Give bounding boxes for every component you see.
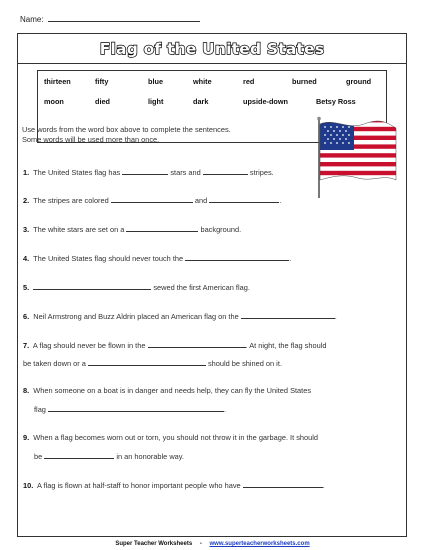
question-10 [23, 480, 325, 491]
answer-blank[interactable] [44, 451, 114, 459]
word-bank-item: dark [193, 97, 209, 106]
question-text: flag [34, 405, 48, 414]
question-text: be [34, 452, 45, 461]
question-number: 8. [23, 386, 30, 395]
question-text: A flag should never be flown in the [32, 341, 148, 350]
question-text: . [279, 196, 282, 205]
question-text: . [223, 405, 227, 414]
word-bank-item: burned [292, 77, 317, 86]
question-text: be taken down or a [23, 359, 88, 368]
question-number: 5. [23, 283, 30, 292]
question-1 [23, 167, 274, 178]
flag-cloth [320, 116, 398, 186]
flag-pole-finial [317, 117, 321, 121]
question-text: The white stars are set on a [33, 225, 127, 234]
question-text: The stripes are colored [33, 196, 111, 205]
question-7 [23, 340, 326, 351]
question-text: The United States flag has [33, 168, 123, 177]
word-bank-item: blue [148, 77, 163, 86]
word-bank-item: red [243, 77, 255, 86]
word-bank-item: white [193, 77, 212, 86]
question-number: 6. [23, 312, 30, 321]
answer-blank[interactable] [88, 358, 206, 366]
worksheet-frame [17, 33, 407, 537]
word-bank-item: thirteen [44, 77, 71, 86]
word-bank-item: light [148, 97, 164, 106]
answer-blank[interactable] [122, 167, 168, 175]
word-bank-item: fifty [95, 77, 109, 86]
word-bank-item: upside-down [243, 97, 288, 106]
footer [0, 541, 425, 547]
word-bank-item: died [95, 97, 110, 106]
answer-blank[interactable] [203, 167, 248, 175]
question-4 [23, 253, 291, 264]
question-3 [23, 224, 241, 235]
answer-blank[interactable] [243, 480, 323, 488]
word-bank-item: moon [44, 97, 64, 106]
word-bank-item: ground [346, 77, 372, 86]
answer-blank[interactable] [148, 340, 246, 348]
title-divider [18, 63, 406, 64]
question-5 [23, 282, 250, 293]
question-number: 7. [23, 341, 30, 350]
question-7-continued [23, 358, 282, 369]
question-number: 4. [23, 254, 30, 263]
question-8-continued [34, 404, 226, 415]
question-text: stripes. [247, 168, 274, 177]
answer-blank[interactable] [33, 282, 151, 290]
question-text: and [192, 196, 210, 205]
question-text: When someone on a boat is in danger and needs help, they can fly the United States [33, 386, 312, 395]
footer-separator: - [199, 541, 202, 547]
question-number: 10. [23, 481, 34, 490]
question-text: background. [198, 225, 242, 234]
question-number: 9. [23, 433, 30, 442]
question-9 [23, 433, 318, 443]
question-text: . At night, the flag should [245, 341, 327, 350]
name-label: Name: [20, 15, 44, 24]
answer-blank[interactable] [185, 253, 292, 263]
instructions [22, 125, 231, 145]
question-text: . [322, 481, 325, 490]
question-6 [23, 311, 337, 322]
answer-blank[interactable] [111, 195, 193, 203]
question-8 [23, 386, 311, 396]
question-2 [23, 195, 281, 206]
footer-link[interactable]: www.superteacherworksheets.com [209, 541, 310, 547]
answer-blank[interactable] [209, 195, 282, 205]
question-text: sewed the first American flag. [151, 283, 250, 292]
instructions-line: Use words from the word box above to complete the sentences. [22, 125, 231, 134]
question-9-continued [34, 451, 184, 462]
question-text: . [289, 254, 292, 263]
footer-brand: Super Teacher Worksheets [115, 541, 193, 547]
question-text: A flag is flown at half-staff to honor important people who have [36, 481, 243, 490]
question-text: The United States flag should never touch the [33, 254, 186, 263]
question-text: in an honorable way. [114, 452, 184, 461]
american-flag-illustration [314, 116, 398, 198]
question-number: 1. [23, 168, 30, 177]
answer-blank[interactable] [48, 404, 227, 414]
question-text: When a flag becomes worn out or torn, you should not throw it in the garbage. It should [33, 433, 318, 442]
name-row [20, 14, 200, 24]
worksheet-title: Flag of the United States [99, 40, 325, 58]
question-text: stars and [168, 168, 203, 177]
question-text: Neil Armstrong and Buzz Aldrin placed an American flag on the [33, 312, 241, 321]
question-number: 3. [23, 225, 30, 234]
question-text: . [334, 312, 337, 321]
question-text: should be shined on it. [205, 359, 282, 368]
instructions-line: Some words will be used more than once. [22, 135, 160, 144]
answer-blank[interactable] [126, 224, 198, 232]
question-number: 2. [23, 196, 30, 205]
answer-blank[interactable] [241, 311, 335, 319]
word-bank-item: Betsy Ross [316, 97, 356, 106]
name-field[interactable] [48, 14, 200, 22]
